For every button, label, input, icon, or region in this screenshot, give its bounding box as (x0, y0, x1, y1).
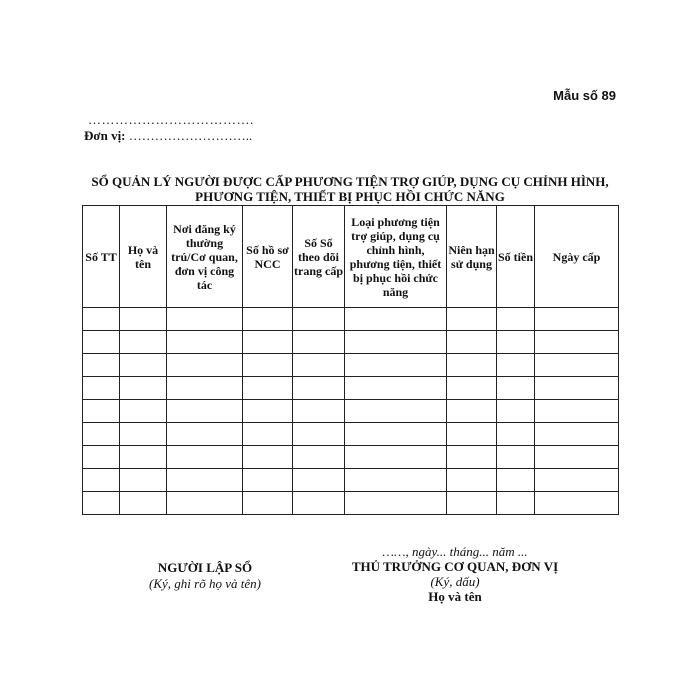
table-cell (345, 308, 447, 331)
table-row (83, 492, 619, 515)
preparer-note: (Ký, ghi rõ họ và tên) (149, 576, 261, 591)
table-cell (167, 492, 243, 515)
table-cell (120, 446, 167, 469)
table-row (83, 446, 619, 469)
col-header: Số Sổ theo dõi trang cấp (293, 206, 345, 308)
table-cell (345, 354, 447, 377)
table-row (83, 308, 619, 331)
table-cell (447, 423, 497, 446)
table-cell (120, 492, 167, 515)
preparer-title: NGƯỜI LẬP SỔ (157, 560, 253, 575)
left-signature-block (120, 560, 290, 592)
col-header: Nơi đăng ký thường trú/Cơ quan, đơn vị công tác (167, 206, 243, 308)
table-cell (293, 377, 345, 400)
table-cell (447, 354, 497, 377)
table-cell (447, 331, 497, 354)
table-cell (243, 423, 293, 446)
col-header: Số hồ sơ NCC (243, 206, 293, 308)
table-cell (447, 446, 497, 469)
unit-label: Đơn vị: (84, 128, 126, 143)
table-cell (120, 308, 167, 331)
head-name: Họ và tên (428, 589, 482, 604)
table-cell (535, 377, 619, 400)
table-cell (497, 400, 535, 423)
table-cell (345, 331, 447, 354)
table-cell (243, 400, 293, 423)
table-cell (447, 492, 497, 515)
head-note: (Ký, dấu) (430, 574, 480, 589)
table-cell (243, 354, 293, 377)
table-cell (293, 492, 345, 515)
table-cell (83, 492, 120, 515)
table-cell (83, 400, 120, 423)
document-title: SỔ QUẢN LÝ NGƯỜI ĐƯỢC CẤP PHƯƠNG TIỆN TRỢ GIÚP, DỤNG CỤ CHỈNH HÌNH, PHƯƠNG TIỆN, THIẾT BỊ PHỤC HỒI CHỨC NĂNG (91, 174, 609, 204)
table-cell (120, 400, 167, 423)
table-row (83, 331, 619, 354)
table-cell (447, 469, 497, 492)
table-cell (167, 469, 243, 492)
date-line: ……, ngày... tháng... năm ... (382, 544, 528, 559)
col-header: Loại phương tiện trợ giúp, dụng cụ chỉnh hình, phương tiện, thiết bị phục hồi chức năng (345, 206, 447, 308)
table-cell (535, 446, 619, 469)
table-cell (120, 423, 167, 446)
table-cell (243, 469, 293, 492)
table-cell (293, 446, 345, 469)
table-cell (167, 331, 243, 354)
table-cell (497, 492, 535, 515)
table-cell (167, 400, 243, 423)
table-cell (83, 354, 120, 377)
table-cell (535, 354, 619, 377)
table-cell (497, 469, 535, 492)
col-header: Số tiền (497, 206, 535, 308)
table-cell (535, 308, 619, 331)
table-cell (167, 423, 243, 446)
table-cell (497, 377, 535, 400)
table-cell (497, 331, 535, 354)
col-header: Ngày cấp (535, 206, 619, 308)
table-cell (345, 469, 447, 492)
table-cell (120, 331, 167, 354)
table-cell (293, 331, 345, 354)
table-cell (243, 308, 293, 331)
table-cell (497, 354, 535, 377)
table-cell (167, 377, 243, 400)
table-cell (83, 377, 120, 400)
right-signature-block (330, 544, 580, 604)
table-cell (535, 469, 619, 492)
table-header-row (83, 206, 619, 308)
table-cell (167, 446, 243, 469)
table-cell (497, 308, 535, 331)
table-cell (535, 492, 619, 515)
agency-dots: ………………………………. (88, 112, 254, 127)
table-cell (345, 446, 447, 469)
table-cell (243, 377, 293, 400)
table-cell (447, 377, 497, 400)
table-cell (345, 423, 447, 446)
table-cell (293, 423, 345, 446)
table-cell (243, 492, 293, 515)
table-cell (120, 377, 167, 400)
table-cell (293, 354, 345, 377)
table-cell (243, 331, 293, 354)
col-header: Niên hạn sử dụng (447, 206, 497, 308)
table-cell (497, 423, 535, 446)
register-table (82, 205, 619, 515)
table-cell (345, 492, 447, 515)
table-cell (447, 308, 497, 331)
table-row (83, 354, 619, 377)
table-cell (243, 446, 293, 469)
table-cell (83, 469, 120, 492)
unit-line (84, 128, 252, 144)
table-cell (83, 331, 120, 354)
table-cell (345, 400, 447, 423)
table-cell (535, 400, 619, 423)
table-row (83, 377, 619, 400)
table-cell (535, 423, 619, 446)
table-cell (83, 446, 120, 469)
table-cell (83, 308, 120, 331)
table-cell (293, 400, 345, 423)
table-row (83, 469, 619, 492)
col-header: Số TT (83, 206, 120, 308)
unit-dots: ……………………….. (125, 128, 253, 143)
table-cell (120, 354, 167, 377)
table-cell (167, 354, 243, 377)
table-cell (345, 377, 447, 400)
table-cell (293, 469, 345, 492)
table-cell (447, 400, 497, 423)
head-title: THỦ TRƯỞNG CƠ QUAN, ĐƠN VỊ (351, 559, 559, 574)
col-header: Họ và tên (120, 206, 167, 308)
table-row (83, 400, 619, 423)
table-cell (293, 308, 345, 331)
table-cell (535, 331, 619, 354)
form-number: Mẫu số 89 (553, 88, 616, 103)
table-cell (83, 423, 120, 446)
table-cell (167, 308, 243, 331)
table-row (83, 423, 619, 446)
table-cell (120, 469, 167, 492)
table-cell (497, 446, 535, 469)
